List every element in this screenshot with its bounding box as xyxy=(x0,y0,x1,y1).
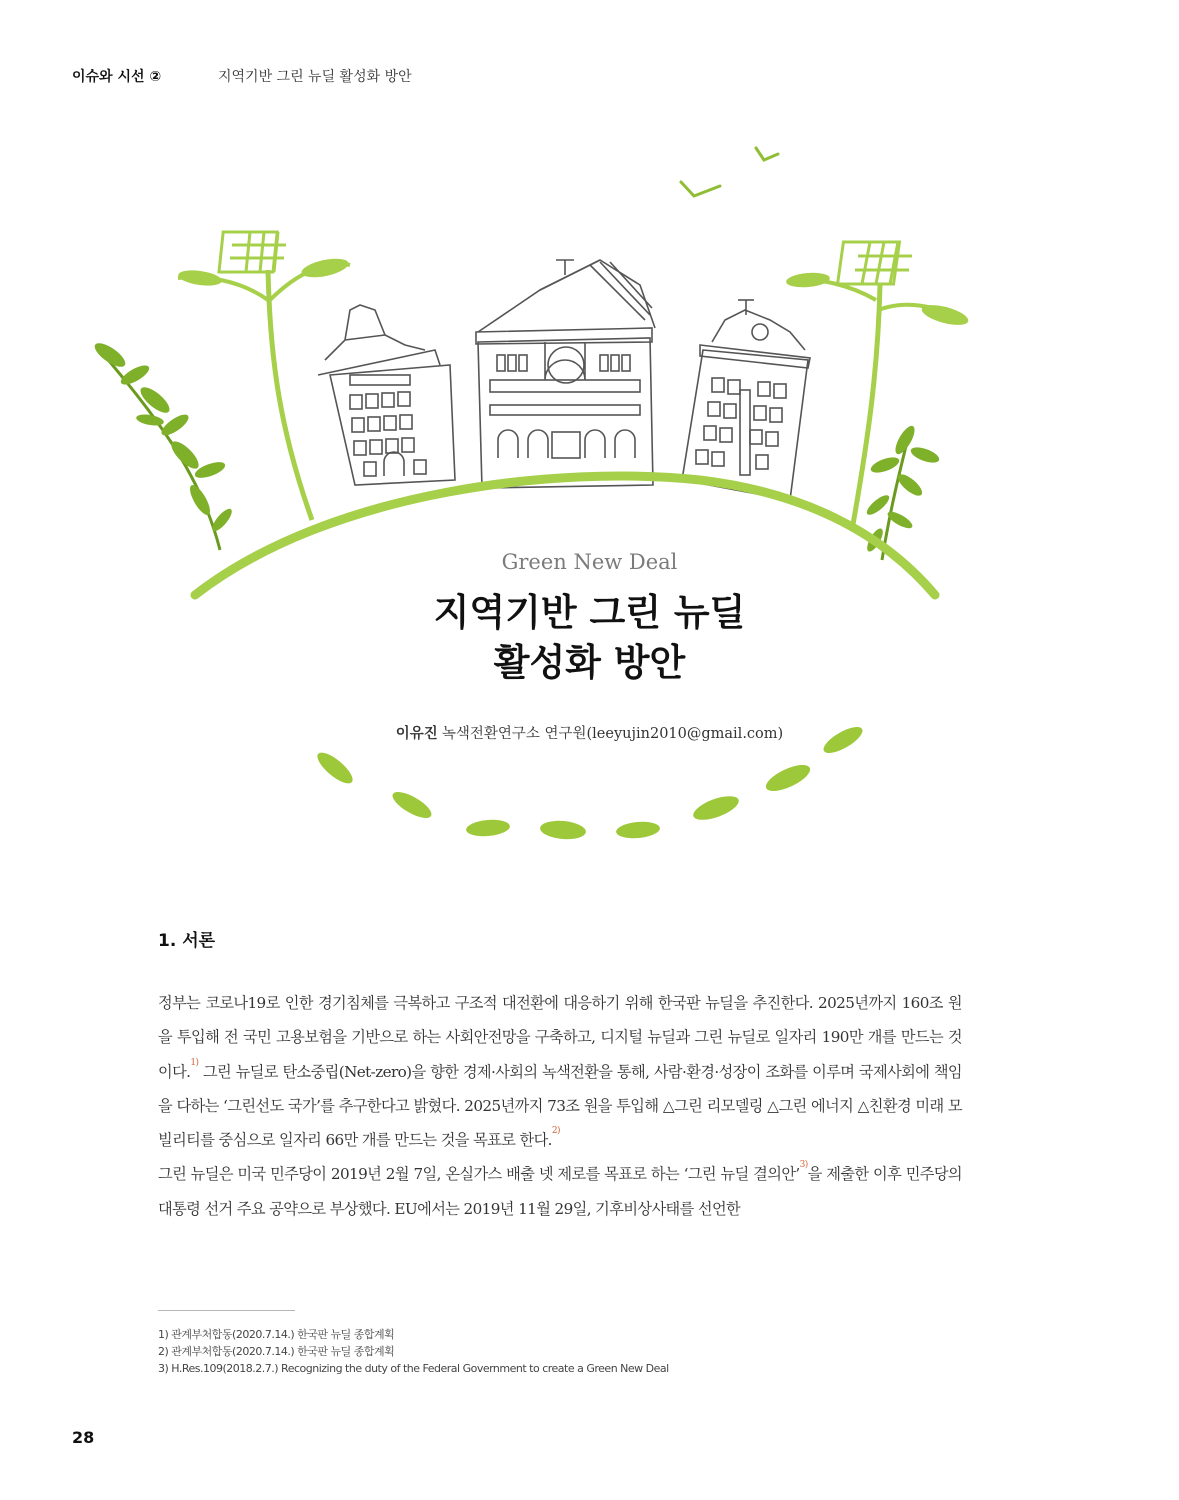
paragraph-text: 그린 뉴딜은 미국 민주당이 2019년 2월 7일, 온실가스 배출 넷 제로를 목표로 하는 ‘그린 뉴딜 결의안’ xyxy=(158,1165,800,1184)
footnote-item: 1) 관계부처합동(2020.7.14.) 한국판 뉴딜 종합계획 xyxy=(158,1328,395,1341)
author-line xyxy=(0,722,1179,743)
solar-panel-icon xyxy=(785,242,970,530)
footnote-item: 2) 관계부처합동(2020.7.14.) 한국판 뉴딜 종합계획 xyxy=(158,1345,395,1358)
author-affiliation: 녹색전환연구소 연구원(leeyujin2010@gmail.com) xyxy=(441,726,784,742)
article-subtitle: Green New Deal xyxy=(501,550,678,574)
footnote-ref: 1) xyxy=(190,1057,199,1068)
footnote-ref: 3) xyxy=(799,1160,808,1171)
article-body xyxy=(158,986,962,1226)
header-section-label: 이슈와 시선 ② xyxy=(72,69,162,85)
paragraph-text: 정부는 코로나19로 인한 경기침체를 극복하고 구조적 대전환에 대응하기 위해 한국판 뉴딜을 추진한다. 2025년까지 160조 원을 투입해 전 국민 고용보험을 기반으로 하는 사회안전망을 구축하고, 디지털 뉴딜과 그린 뉴딜로 일자리 190만 개를 만드는 것이다. xyxy=(158,994,962,1081)
footnote-ref: 2) xyxy=(551,1126,560,1137)
article-title-line1: 지역기반 그린 뉴딜 xyxy=(433,591,746,634)
author-name: 이유진 xyxy=(395,726,438,742)
paragraph xyxy=(158,1157,962,1226)
bird-icon xyxy=(681,148,778,196)
footnote-divider xyxy=(158,1310,295,1311)
paragraph-text: 을 제출한 이후 민주당의 대통령 선거 주요 공약으로 부상했다. EU에서는 2019년 11월 29일, 기후비상사태를 선언한 xyxy=(158,1165,962,1218)
article-title-line2: 활성화 방안 xyxy=(493,641,686,684)
green-city-illustration xyxy=(0,110,1179,870)
page-number: 28 xyxy=(72,1428,95,1447)
shrub-left-icon xyxy=(91,339,235,550)
ground-arc xyxy=(195,476,935,595)
building-icon xyxy=(318,260,810,500)
footnote-item: 3) H.Res.109(2018.2.7.) Recognizing the duty of the Federal Government to create a Green New Deal xyxy=(158,1362,669,1375)
section-heading: 1. 서론 xyxy=(158,931,216,951)
article-title xyxy=(0,588,1179,688)
footnotes xyxy=(158,1326,669,1377)
paragraph-text: 그린 뉴딜로 탄소중립(Net-zero)을 향한 경제·사회의 녹색전환을 통해, 사람·환경·성장이 조화를 이루며 국제사회에 책임을 다하는 ‘그린선도 국가’를 추구한다고 밝혔다. 2025년까지 73조 원을 투입해 △그린 리모델링 △그린 에너지 △친환경 미래 모빌리티를 중심으로 일자리 66만 개를 만드는 것을 목표로 한다. xyxy=(158,1062,962,1150)
paragraph xyxy=(158,986,962,1157)
header-article-title: 지역기반 그린 뉴딜 활성화 방안 xyxy=(218,69,412,85)
